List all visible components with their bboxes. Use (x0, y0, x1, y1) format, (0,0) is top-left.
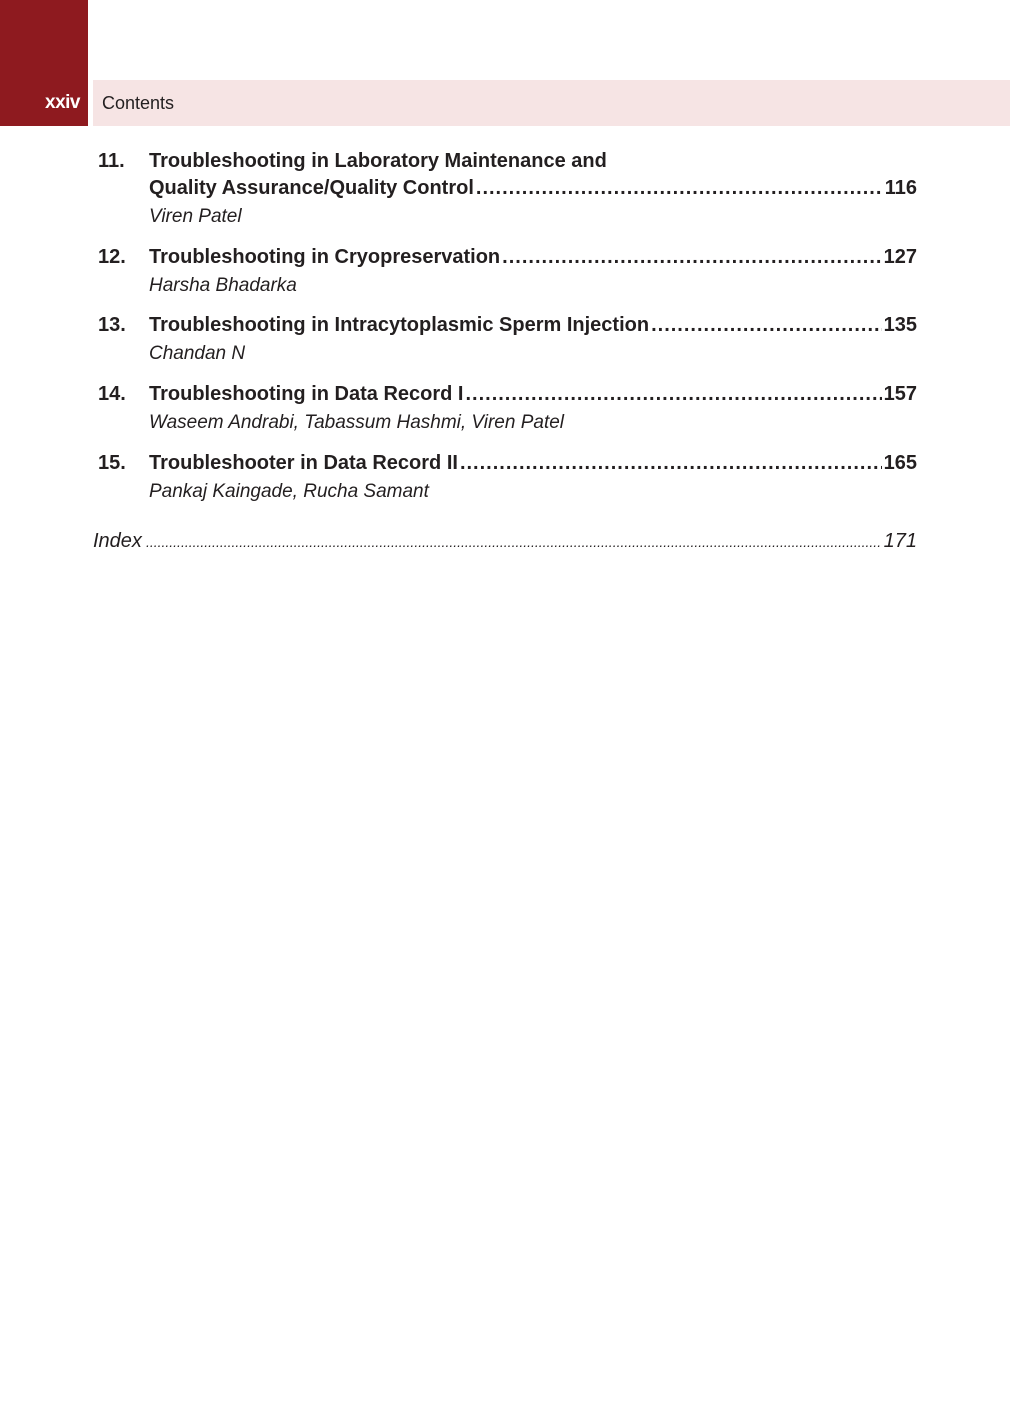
chapter-title[interactable]: Quality Assurance/Quality Control (149, 177, 474, 199)
chapter-title[interactable]: Troubleshooter in Data Record II (149, 452, 458, 474)
leader-dots (460, 452, 882, 475)
running-header-title: Contents (102, 93, 175, 113)
chapter-title-line (149, 314, 917, 337)
leader-dots (465, 383, 881, 406)
chapter-authors: Chandan N (149, 343, 246, 364)
toc-index-entry[interactable] (93, 530, 917, 553)
chapter-title-line (149, 383, 917, 406)
chapter-authors: Pankaj Kaingade, Rucha Samant (149, 481, 429, 502)
chapter-title[interactable]: Troubleshooting in Cryopreservation (149, 246, 501, 268)
chapter-authors: Viren Patel (149, 206, 242, 227)
leader-dots (476, 177, 883, 200)
chapter-title[interactable]: Troubleshooting in Intracytoplasmic Sperm Injection (149, 314, 650, 336)
leader-dots (502, 246, 881, 269)
leader-dots (146, 534, 880, 550)
page-ref[interactable]: 116 (884, 177, 917, 199)
chapter-title-line (149, 150, 917, 173)
chapter-number: 13. (98, 314, 126, 336)
page-ref[interactable]: 127 (883, 246, 917, 268)
chapter-title-line (149, 452, 917, 475)
page-ref[interactable]: 135 (883, 314, 917, 336)
chapter-number: 14. (98, 383, 126, 405)
chapter-number: 11. (98, 150, 125, 172)
page-number: xxiv (45, 92, 80, 113)
chapter-number: 15. (98, 452, 126, 474)
page-ref[interactable]: 165 (883, 452, 917, 474)
index-page-ref[interactable]: 171 (883, 530, 917, 552)
chapter-title-line (149, 246, 917, 269)
chapter-title[interactable]: Troubleshooting in Data Record I (149, 383, 464, 405)
leader-dots (651, 314, 882, 337)
header-band (93, 80, 1010, 126)
chapter-authors: Harsha Bhadarka (149, 275, 297, 296)
index-label[interactable]: Index (93, 530, 142, 552)
chapter-number: 12. (98, 246, 126, 268)
chapter-title[interactable]: Troubleshooting in Laboratory Maintenance and (149, 150, 607, 172)
chapter-title-line (149, 177, 917, 200)
chapter-authors: Waseem Andrabi, Tabassum Hashmi, Viren Patel (149, 412, 565, 433)
page-ref[interactable]: 157 (883, 383, 917, 405)
